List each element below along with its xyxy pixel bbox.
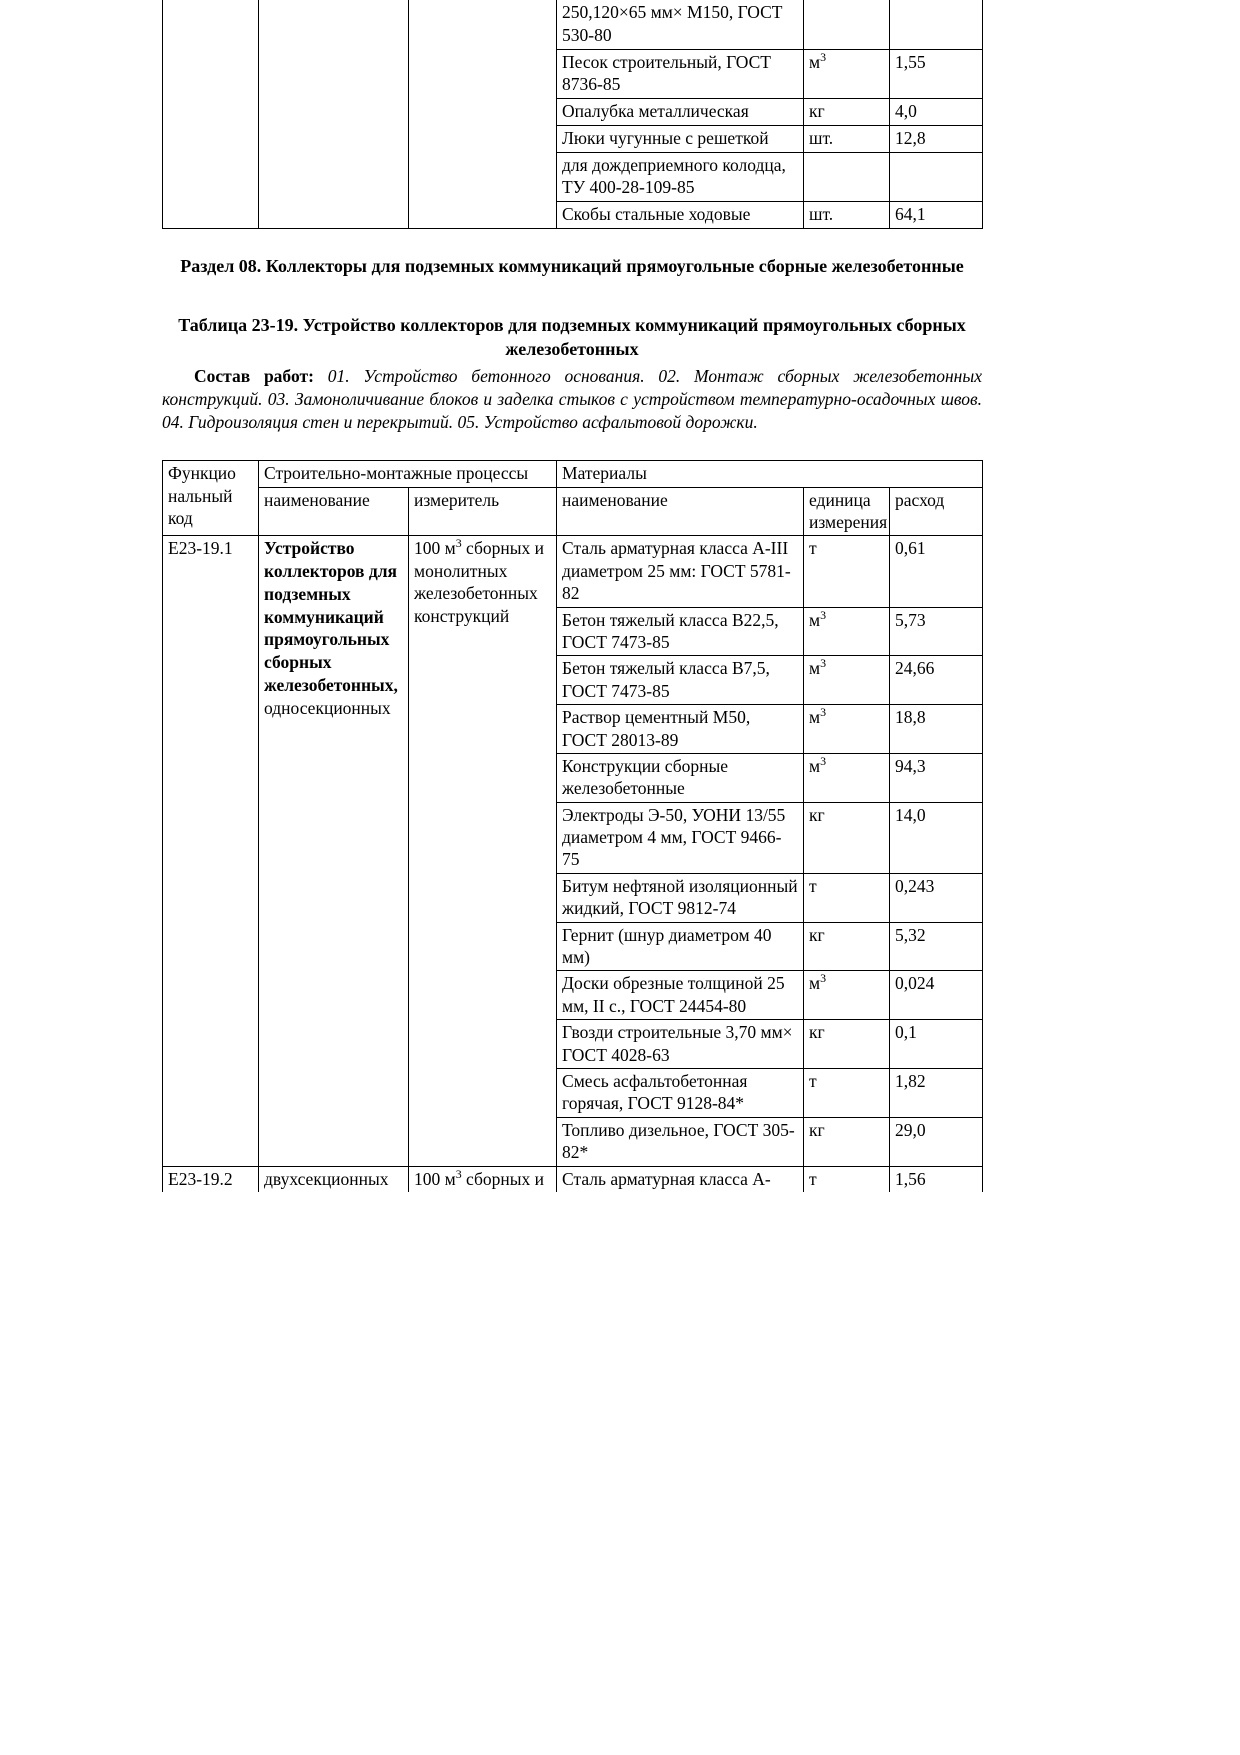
cell-unit: шт. [804,125,890,152]
cell-material: Доски обрезные толщиной 25 мм, II с., ГОСТ 24454-80 [557,971,804,1020]
cell-qty: 5,73 [890,607,983,656]
cell-material: 250,120×65 мм× М150, ГОСТ 530-80 [557,0,804,49]
cell-qty: 0,1 [890,1020,983,1069]
cell-qty: 4,0 [890,99,983,126]
cell-unit [804,0,890,49]
cell-material: Гвозди строительные 3,70 мм× ГОСТ 4028-63 [557,1020,804,1069]
cell-material: Битум нефтяной изоляционный жидкий, ГОСТ 9812-74 [557,873,804,922]
table-row [163,1166,983,1192]
cell-qty: 94,3 [890,753,983,802]
cell-unit: т [804,873,890,922]
cell-material: Скобы стальные ходовые [557,202,804,229]
header-name: наименование [259,487,409,536]
cell-qty: 0,61 [890,536,983,607]
cell-qty: 29,0 [890,1117,983,1166]
cell-qty [890,152,983,202]
cell-unit: кг [804,802,890,873]
table-row [163,0,983,49]
cell-unit: $м^3$ [804,705,890,754]
cell-process-name [259,536,409,1166]
cell-material: Раствор цементный М50, ГОСТ 28013-89 [557,705,804,754]
main-materials-table [162,460,983,1192]
cell-code: E23-19.2 [163,1166,259,1192]
cell-material: Люки чугунные с решеткой [557,125,804,152]
works-label: Состав работ: [194,365,314,386]
cell-qty: 1,82 [890,1068,983,1117]
cell-material: Песок строительный, ГОСТ 8736-85 [557,49,804,99]
cell-material: Гернит (шнур диаметром 40 мм) [557,922,804,971]
cell-unit: кг [804,922,890,971]
cell-material: Бетон тяжелый класса В22,5, ГОСТ 7473-85 [557,607,804,656]
cell-qty: 5,32 [890,922,983,971]
cell-code: E23-19.1 [163,536,259,1166]
cell-unit [804,152,890,202]
cell-unit: кг [804,99,890,126]
cell-material: Топливо дизельное, ГОСТ 305-82* [557,1117,804,1166]
cell-material: Бетон тяжелый класса В7,5, ГОСТ 7473-85 [557,656,804,705]
table-header-row [163,487,983,536]
header-materials: Материалы [557,461,983,487]
cell-qty: 1,56 [890,1166,983,1192]
cell-unit: $м^3$ [804,607,890,656]
cell-unit: $м^3$ [804,971,890,1020]
header-processes: Строительно-монтажные процессы [259,461,557,487]
continued-materials-table [162,0,983,229]
cell-qty: 0,243 [890,873,983,922]
page-content [162,0,982,1192]
table-header-row [163,461,983,487]
cell-material: Конструкции сборные железобетонные [557,753,804,802]
cell-measure: 100 $м^3$ сборных и [409,1166,557,1192]
cell-code [163,0,259,228]
cell-unit: т [804,536,890,607]
header-material-name: наименование [557,487,804,536]
cell-qty: 1,55 [890,49,983,99]
cell-qty: 12,8 [890,125,983,152]
header-measure: измеритель [409,487,557,536]
cell-qty: 24,66 [890,656,983,705]
cell-unit: $м^3$ [804,656,890,705]
cell-qty: 0,024 [890,971,983,1020]
header-consumption: расход [890,487,983,536]
cell-unit: шт. [804,202,890,229]
cell-material: Сталь арматурная класса А-III диаметром 25 мм: ГОСТ 5781-82 [557,536,804,607]
header-code: Функцио нальный код [163,461,259,536]
cell-material: Опалубка металлическая [557,99,804,126]
cell-unit: кг [804,1117,890,1166]
cell-unit: $м^3$ [804,753,890,802]
cell-measure: 100 $м^3$ сборных и монолитных железобетонных конструкций [409,536,557,1166]
cell-name [259,0,409,228]
cell-qty: 64,1 [890,202,983,229]
header-unit: единица измерения [804,487,890,536]
cell-qty: 14,0 [890,802,983,873]
works-text: 01. Устройство бетонного основания. 02. Монтаж сборных железобетонных конструкций. 03. Замоноличивание блоков и заделка стыков с устройством температурно-осадочных швов. 04. Гидроизоляция стен и перекрытий. 05. Устройство асфальтовой дорожки. [162,365,982,433]
cell-unit: $м^3$ [804,49,890,99]
process-bold-name: Устройство коллекторов для подземных коммуникаций прямоугольных сборных железобетонных, [264,538,398,695]
table-title: Таблица 23-19. Устройство коллекторов для подземных коммуникаций прямоугольных сборных железобетонных [178,315,966,359]
cell-process-name: двухсекционных [259,1166,409,1192]
cell-qty [890,0,983,49]
cell-unit: т [804,1068,890,1117]
table-row [163,536,983,607]
process-variant-name: односекционных [264,697,391,718]
cell-qty: 18,8 [890,705,983,754]
cell-unit: кг [804,1020,890,1069]
cell-material: Смесь асфальтобетонная горячая, ГОСТ 9128-84* [557,1068,804,1117]
cell-material: Сталь арматурная класса А- [557,1166,804,1192]
cell-material: для дождеприемного колодца, ТУ 400-28-109-85 [557,152,804,202]
cell-unit: т [804,1166,890,1192]
cell-material: Электроды Э-50, УОНИ 13/55 диаметром 4 мм, ГОСТ 9466-75 [557,802,804,873]
section-title: Раздел 08. Коллекторы для подземных коммуникаций прямоугольные сборные железобетонные [180,255,964,276]
works-composition [162,365,982,434]
cell-measure [409,0,557,228]
